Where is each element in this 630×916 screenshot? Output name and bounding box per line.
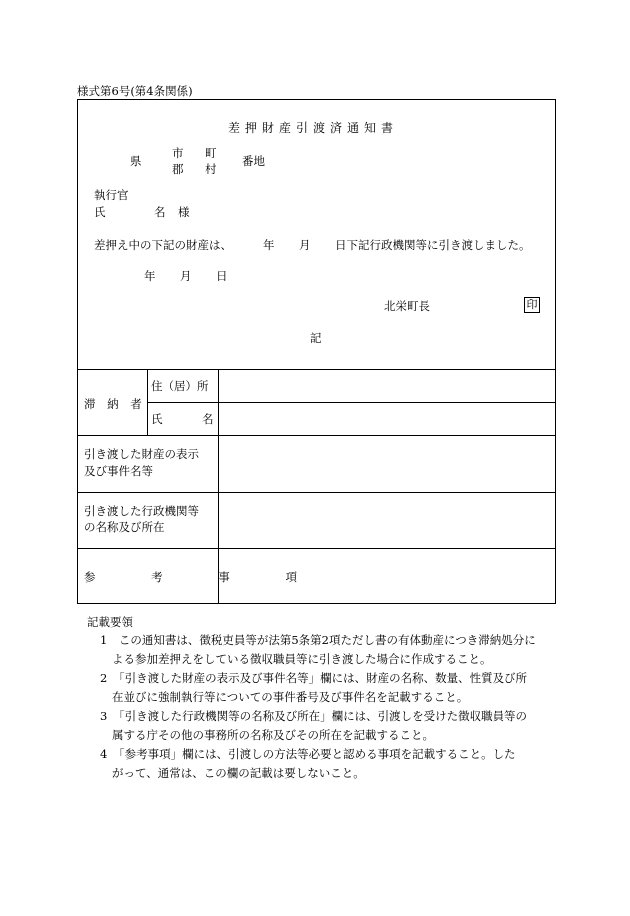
table-line-3 bbox=[77, 492, 556, 493]
note-line-5: 3 「引き渡した行政機関等の名称及び所在」欄には、引渡しを受けた徴収職員等の bbox=[100, 709, 528, 723]
recipient-shi: 氏 bbox=[94, 205, 106, 219]
note-line-7: 4 「参考事項」欄には、引渡しの方法等必要と認める事項を記載すること。した bbox=[100, 747, 516, 761]
ki-label: 記 bbox=[310, 331, 322, 345]
seal-mark: 印 bbox=[524, 297, 540, 313]
recipient-role: 執行官 bbox=[94, 188, 129, 202]
recipient-sama: 様 bbox=[178, 205, 190, 219]
form-label: 様式第6号(第4条関係) bbox=[77, 84, 193, 98]
body-nen: 年 bbox=[263, 238, 275, 252]
property-label-2: 及び事件名等 bbox=[84, 464, 153, 478]
agency-label-2: の名称及び所在 bbox=[84, 520, 165, 534]
address-machi: 町 bbox=[205, 146, 217, 160]
sender-name: 北栄町長 bbox=[384, 299, 430, 313]
note-line-1: 1 この通知書は、徴税吏員等が法第5条第2項ただし書の有体動産につき滞納処分に bbox=[100, 633, 536, 647]
address-gun: 郡 bbox=[172, 162, 184, 176]
date-nen: 年 bbox=[144, 269, 156, 283]
property-label-1: 引き渡した財産の表示 bbox=[84, 447, 199, 461]
name-row-label-1: 氏 bbox=[151, 412, 163, 426]
address-banchi: 番地 bbox=[242, 154, 265, 168]
address-shi: 市 bbox=[172, 146, 184, 160]
note-line-8: がって、通常は、この欄の記載は要しないこと。 bbox=[112, 766, 365, 780]
address-row-label: 住（居）所 bbox=[151, 379, 209, 393]
name-row-label-2: 名 bbox=[202, 412, 214, 426]
date-hi: 日 bbox=[216, 269, 228, 283]
note-line-6: 属する庁その他の事務所の名称及びその所在を記載すること。 bbox=[112, 728, 434, 742]
body-part2: 日下記行政機関等に引き渡しました。 bbox=[335, 238, 531, 252]
note-line-4: 在並びに強制執行等についての事件番号及び事件名を記載すること。 bbox=[112, 690, 469, 704]
body-tsuki: 月 bbox=[299, 238, 311, 252]
table-vline-1 bbox=[147, 369, 148, 435]
body-part1: 差押え中の下記の財産は、 bbox=[94, 238, 232, 252]
date-tsuki: 月 bbox=[180, 269, 192, 283]
agency-label-1: 引き渡した行政機関等 bbox=[84, 504, 199, 518]
recipient-mei: 名 bbox=[154, 205, 166, 219]
address-mura: 村 bbox=[205, 162, 217, 176]
remarks-label: 参 考 事 項 bbox=[84, 570, 323, 584]
note-line-3: 2 「引き渡した財産の表示及び事件名等」欄には、財産の名称、数量、性質及び所 bbox=[100, 671, 528, 685]
table-line-4 bbox=[77, 548, 556, 549]
notes-heading: 記載要領 bbox=[87, 615, 133, 629]
table-line-1 bbox=[147, 402, 556, 403]
note-line-2: よる参加差押えをしている徴収職員等に引き渡した場合に作成すること。 bbox=[112, 652, 492, 666]
taino-label: 滞 納 者 bbox=[84, 397, 146, 411]
address-ken: 県 bbox=[130, 154, 142, 168]
table-line-2 bbox=[77, 435, 556, 436]
document-title: 差押財産引渡済通知書 bbox=[228, 121, 399, 135]
table-top-line bbox=[77, 369, 556, 370]
